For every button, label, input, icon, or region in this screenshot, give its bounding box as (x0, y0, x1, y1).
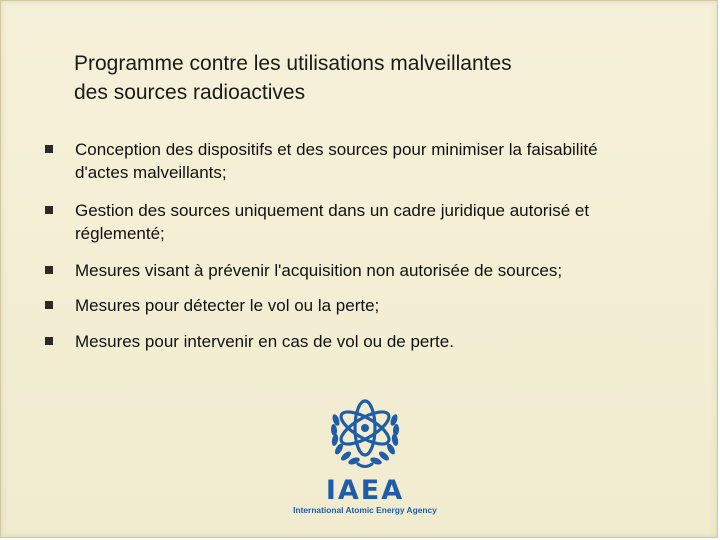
iaea-logo (285, 397, 445, 523)
bullet-line: d'actes malveillants; (75, 163, 227, 182)
square-bullet-icon (45, 206, 53, 214)
square-bullet-icon (45, 266, 53, 274)
bullet-item-respond (45, 330, 695, 353)
bullet-text (75, 199, 695, 245)
bullet-text (75, 138, 695, 184)
square-bullet-icon (45, 301, 53, 309)
bullet-item-management (45, 199, 695, 245)
title-line-2: des sources radioactives (74, 81, 306, 104)
bullet-item-detect (45, 294, 695, 317)
bullet-item-prevent (45, 259, 695, 282)
logo-acronym: IAEA (325, 475, 405, 506)
bullet-line: réglementé; (75, 224, 165, 243)
slide-title (74, 49, 634, 107)
bullet-item-design (45, 138, 695, 184)
bullet-text: Mesures visant à prévenir l'acquisition non autorisée de sources; (75, 261, 563, 280)
bullet-text: Mesures pour intervenir en cas de vol ou de perte. (75, 332, 454, 351)
square-bullet-icon (45, 337, 53, 345)
atom-laurel-emblem-icon (323, 397, 407, 477)
bullet-line: Gestion des sources uniquement dans un cadre juridique autorisé et (75, 201, 590, 220)
bullet-text: Mesures pour détecter le vol ou la perte; (75, 296, 380, 315)
bullet-line: Conception des dispositifs et des sources pour minimiser la faisabilité (75, 140, 598, 159)
square-bullet-icon (45, 145, 53, 153)
logo-agency-name: International Atomic Energy Agency (293, 505, 437, 515)
title-line-1: Programme contre les utilisations malveillantes (74, 52, 512, 75)
